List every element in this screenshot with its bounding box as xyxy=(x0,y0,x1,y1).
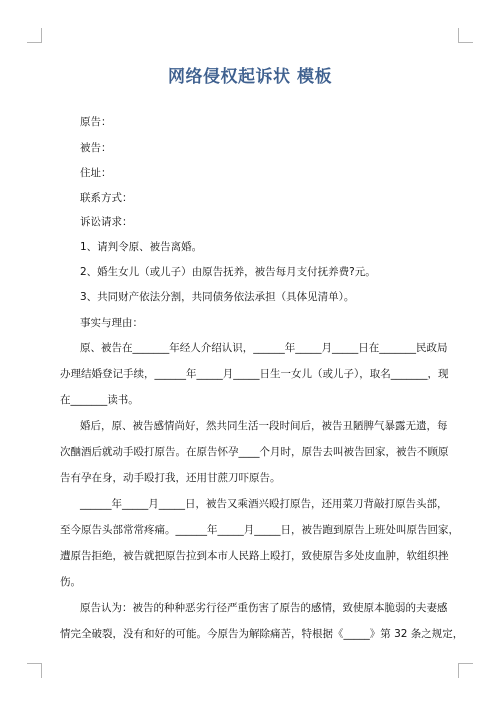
facts-line: ______年_____月_____日，被告又乘酒兴殴打原告，还用菜刀背敲打原告头部， xyxy=(80,498,448,510)
claims-heading: 诉讼请求： xyxy=(80,216,133,228)
crop-mark-bottom-right xyxy=(458,663,473,678)
facts-line: 婚后，原、被告感情尚好，然共同生活一段时间后，被告丑陋脾气暴露无遗，每 xyxy=(80,420,448,432)
plaintiff-field: 原告： xyxy=(80,116,112,128)
facts-line: 在_______读书。 xyxy=(60,394,139,406)
facts-line: 情完全破裂，没有和好的可能。今原告为解除痛苦，特根据《_____》第 32 条之规定， xyxy=(60,628,464,640)
address-field: 住址： xyxy=(80,167,112,179)
facts-line: 遭原告拒绝，被告就把原告拉到本市人民路上殴打，致使原告多处皮血肿，软组织挫 xyxy=(60,550,449,562)
facts-line: 次酗酒后就动手殴打原告。在原告怀孕____个月时，原告去叫被告回家，被告不顾原 xyxy=(60,446,449,458)
claim-item: 2、婚生女儿（或儿子）由原告抚养，被告每月支付抚养费?元。 xyxy=(80,266,376,278)
facts-line: 办理结婚登记手续，______年_____月_____日生一女儿（或儿子），取名_______，现 xyxy=(60,368,449,380)
crop-mark-top-left xyxy=(27,28,42,43)
facts-body xyxy=(60,335,464,647)
facts-line: 原告认为：被告的种种恶劣行径严重伤害了原告的感情，致使原本脆弱的夫妻感 xyxy=(80,602,448,614)
contact-field: 联系方式： xyxy=(80,192,133,204)
document-title: 网络侵权起诉状 模板 xyxy=(168,67,332,87)
facts-line: 告有孕在身，动手殴打我，还用甘蔗刀吓原告。 xyxy=(60,472,281,484)
facts-line: 伤。 xyxy=(60,576,81,588)
crop-mark-top-right xyxy=(458,28,473,43)
defendant-field: 被告： xyxy=(80,142,112,154)
claim-item: 1、请判令原、被告离婚。 xyxy=(80,241,203,253)
facts-line: 至今原告头部常常疼痛。______年_____月_____日，被告跑到原告上班处叫原告回家， xyxy=(60,524,459,536)
crop-mark-bottom-left xyxy=(27,663,42,678)
facts-heading: 事实与理由： xyxy=(80,317,143,329)
facts-line: 原、被告在_______年经人介绍认识，______年_____月_____日在_______民政局 xyxy=(80,342,448,354)
claim-item: 3、共同财产依法分割，共同债务依法承担（具体见清单）。 xyxy=(80,291,355,303)
